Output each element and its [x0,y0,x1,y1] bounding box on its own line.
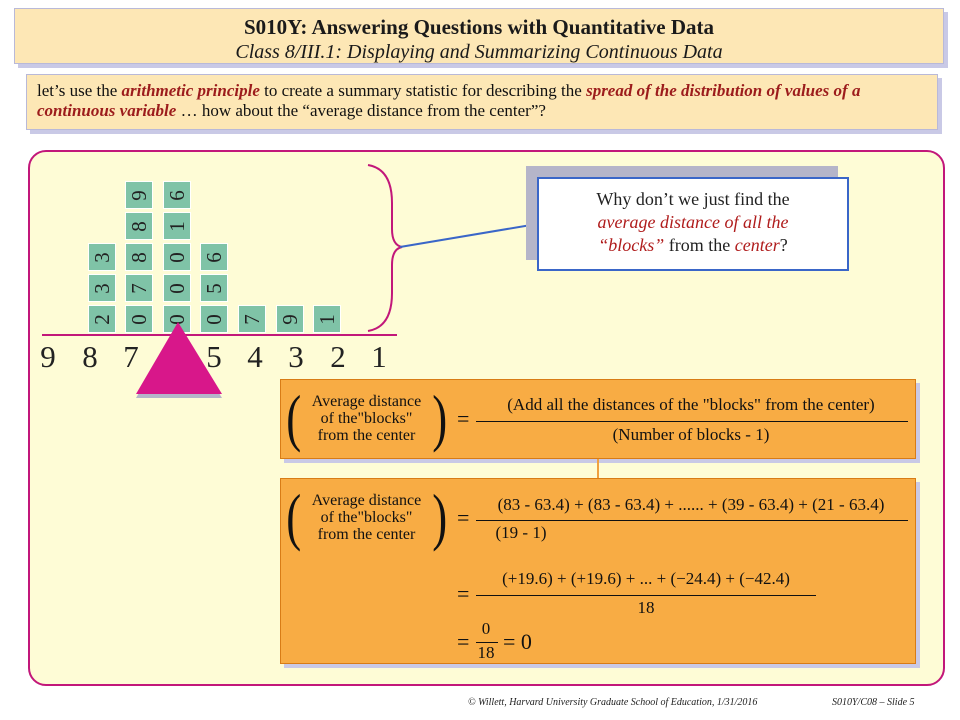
value-block [125,243,153,271]
formula-computation-box [280,478,916,664]
axis-number: 9 [40,339,56,374]
f2-equals-1: = [457,505,470,530]
f1-left-line-3: from the center [317,427,416,444]
axis-number: 8 [82,339,98,374]
value-block [163,212,191,240]
block-digit: 8 [126,251,151,263]
callout-line-2: average distance of all the [597,212,789,232]
block-digit: 3 [89,251,114,263]
block-digit: 7 [126,282,151,294]
axis-number: 2 [330,339,346,374]
block-digit: 6 [201,251,226,263]
f2-numerator-3: 0 [481,619,491,638]
block-digit: 6 [164,189,189,201]
value-block [163,243,191,271]
question-callout [537,177,849,271]
f1-fraction-bar [476,421,908,422]
value-block [200,274,228,302]
f1-left-term [299,393,434,444]
right-paren: ) [432,382,448,453]
block-digit: 5 [201,282,226,294]
value-block [88,274,116,302]
formula-definition-box [280,379,916,459]
value-block [125,274,153,302]
axis-number: 3 [288,339,304,374]
block-digit: 9 [277,313,302,325]
block-digit: 0 [126,313,151,325]
formula-link-line [597,459,599,478]
slide-subtitle: Class 8/III.1: Displaying and Summarizing Continuous Data [235,41,723,63]
f2-numerator-1: (83 - 63.4) + (83 - 63.4) + ...... + (39 - 63.4) + (21 - 63.4) [497,495,885,514]
value-block [276,305,304,333]
value-block [88,305,116,333]
footer-slide-number: S010Y/C08 – Slide 5 [832,697,915,708]
axis-number: 1 [371,339,387,374]
value-block [313,305,341,333]
value-block [163,274,191,302]
value-block [125,181,153,209]
intro-part-1: let’s use the [37,81,122,100]
f2-left-line-3: from the center [317,526,416,543]
f2-left-term [299,492,434,543]
block-digit: 0 [164,251,189,263]
block-digit: 3 [89,282,114,294]
callout-line-3 [539,234,847,257]
f2-left-line-1: Average distance [311,492,422,509]
f2-result: = 0 [503,629,532,654]
f2-numerator-2: (+19.6) + (+19.6) + ... + (−24.4) + (−42.4) [502,569,790,588]
intro-highlight-2: spread of the distribution of values of a continuous variable [37,81,861,120]
callout-line-1: Why don’t we just find the [596,189,790,209]
intro-part-2: to create a summary statistic for describing the [259,81,587,100]
block-digit: 2 [89,313,114,325]
value-block [163,181,191,209]
block-digit: 7 [239,313,264,325]
block-digit: 8 [126,220,151,232]
value-block [238,305,266,333]
f1-equals: = [457,406,470,431]
value-block [88,243,116,271]
block-digit: 0 [164,282,189,294]
footer-copyright: © Willett, Harvard University Graduate School of Education, 1/31/2016 [468,697,758,708]
f2-denominator-2: 18 [637,598,655,617]
value-block [125,212,153,240]
callout-center-word: center [734,235,780,255]
f1-denominator: (Number of blocks - 1) [612,425,770,444]
f2-fraction-bar-1 [476,520,908,521]
callout-from-the: from the [664,235,735,255]
title-box [14,8,944,64]
f2-equals-2: = [457,581,470,606]
f2-equals-3: = [457,629,470,654]
block-digit: 1 [164,220,189,232]
f2-left-line-2: of the"blocks" [320,509,413,526]
block-digit: 0 [201,313,226,325]
right-paren: ) [432,481,448,552]
value-block [200,243,228,271]
callout-question-mark: ? [779,235,788,255]
left-paren: ( [286,481,302,552]
callout-blocks-word: “blocks” [598,235,665,255]
f1-left-line-1: Average distance [311,393,422,410]
block-digit: 9 [126,189,151,201]
intro-highlight-1: arithmetic principle [121,81,260,100]
slide-title: S010Y: Answering Questions with Quantitative Data [243,15,715,39]
f1-numerator: (Add all the distances of the "blocks" from the center) [507,395,875,414]
axis-number: 5 [206,339,222,374]
f2-denominator-3: 18 [477,643,495,662]
right-brace-icon [360,163,420,333]
intro-text-box [26,74,938,130]
block-digit: 1 [314,313,339,325]
axis-number: 7 [123,339,139,374]
axis-number: 4 [247,339,263,374]
intro-part-3: … how about the “average distance from the center”? [176,101,546,120]
left-paren: ( [286,382,302,453]
fulcrum-triangle-icon [136,322,226,402]
f2-fraction-bar-2 [476,595,816,596]
f1-left-line-2: of the"blocks" [320,410,413,427]
f2-denominator-1: (19 - 1) [495,523,547,542]
block-digit: 0 [164,313,189,325]
